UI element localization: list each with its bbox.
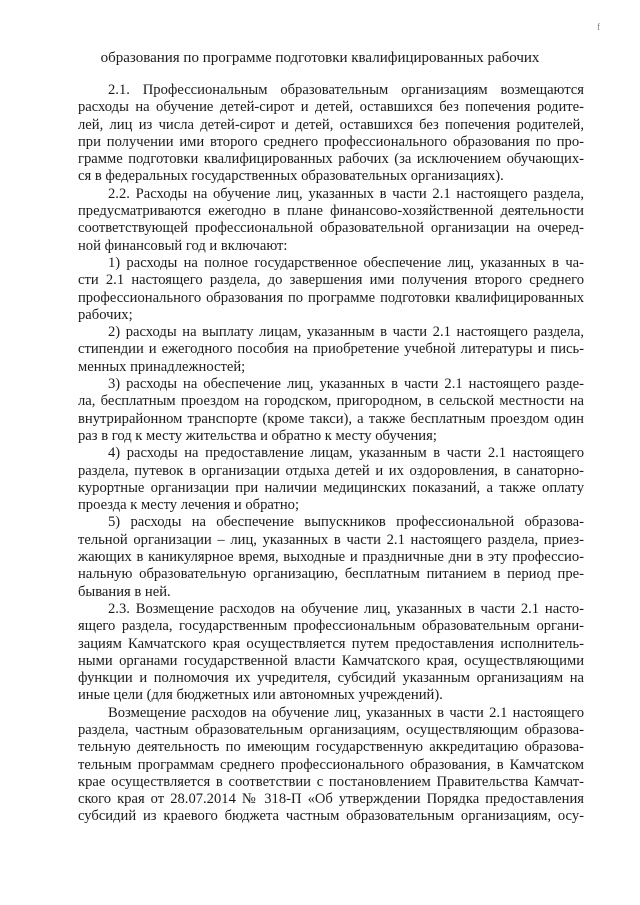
text-line: жающих в каникулярное время, выходные и праздничные дни в эту профессио- <box>78 549 584 566</box>
text-line: тельным программам среднего профессионального образования, в Камчатском <box>78 756 584 773</box>
text-line: тельной организации – лиц, указанных в части 2.1 настоящего раздела, приез- <box>78 531 584 548</box>
text-line: внутрирайонном транспорте (кроме такси), а также бесплатным проездом один <box>78 410 584 427</box>
text-line: крае осуществляется в соответствии с постановлением Правительства Камчат- <box>78 773 584 790</box>
text-line: раз в год к месту жительства и обратно к месту обучения; <box>78 427 437 444</box>
text-line: раздела, путевок в организации отдыха детей и их оздоровления, в санаторно- <box>78 462 584 479</box>
text-line: ящего раздела, государственным профессиональным образовательным органи- <box>78 618 584 635</box>
text-line: тельную деятельность по имеющим государственную аккредитацию образова- <box>78 739 584 756</box>
text-line: расходы на обучение детей-сирот и детей, оставшихся без попечения родите- <box>78 99 584 116</box>
text-line: менных принадлежностей; <box>78 358 246 375</box>
text-line: бывания в ней. <box>78 583 171 600</box>
text-line: 5) расходы на обеспечение выпускников профессиональной образова- <box>108 514 584 531</box>
corner-mark: f <box>597 22 600 32</box>
document-body <box>78 82 584 826</box>
text-line: 1) расходы на полное государственное обеспечение лиц, указанных в ча- <box>108 254 584 271</box>
text-line: при получении ими второго среднего профессионального образования по про- <box>78 133 584 150</box>
text-line: соответствующей профессиональной образовательной организации на очеред- <box>78 220 584 237</box>
text-line: профессионального образования по программе подготовки квалифицированных <box>78 289 584 306</box>
text-line: ского края от 28.07.2014 № 318-П «Об утверждении Порядка предоставления <box>78 791 584 808</box>
text-line: Возмещение расходов на обучение лиц, указанных в части 2.1 настоящего <box>108 704 584 721</box>
text-line: стипендии и ежегодного пособия на приобретение учебной литературы и пись- <box>78 341 584 358</box>
text-line: ся в федеральных государственных образовательных организациях). <box>78 168 504 185</box>
text-line: 2.3. Возмещение расходов на обучение лиц, указанных в части 2.1 насто- <box>108 600 584 617</box>
text-line: 2) расходы на выплату лицам, указанным в части 2.1 настоящего раздела, <box>108 324 584 341</box>
text-line: 2.1. Профессиональным образовательным организациям возмещаются <box>108 82 584 98</box>
text-line: нальную образовательную организацию, бесплатным питанием в период пре- <box>78 566 584 583</box>
text-line: сти 2.1 настоящего раздела, до завершения ими получения второго среднего <box>78 272 584 289</box>
text-line: грамме подготовки квалифицированных рабочих (за исключением обучающих- <box>78 151 584 168</box>
text-line: зациям Камчатского края осуществляется путем предоставления исполнитель- <box>78 635 584 652</box>
text-line: курортные организации при наличии медицинских показаний, а также оплату <box>78 479 584 496</box>
text-line: 2.2. Расходы на обучение лиц, указанных в части 2.1 настоящего раздела, <box>108 185 584 202</box>
text-line: проезда к месту лечения и обратно; <box>78 497 300 514</box>
text-line: иные цели (для бюджетных или автономных учреждений). <box>78 687 443 704</box>
text-line: 4) расходы на предоставление лицам, указанным в части 2.1 настоящего <box>108 445 584 462</box>
text-line: ла, бесплатным проездом на городском, пригородном, в сельской местности на <box>78 393 584 410</box>
continuation-line: образования по программе подготовки квалифицированных рабочих <box>100 50 540 66</box>
text-line: 3) расходы на обеспечение лиц, указанных в части 2.1 настоящего разде- <box>108 376 584 393</box>
text-line: рабочих; <box>78 306 133 323</box>
text-line: предусматриваются ежегодно в плане финансово-хозяйственной деятельности <box>78 203 584 220</box>
text-line: ной финансовый год и включают: <box>78 237 288 254</box>
text-line: раздела, частным образовательным организациям, осуществляющим образова- <box>78 721 584 738</box>
text-line: лей, лиц из числа детей-сирот и детей, оставшихся без попечения родителей, <box>78 116 584 133</box>
text-line: функции и полномочия их учредителя, субсидий указанным организациям на <box>78 670 584 687</box>
text-line: субсидий из краевого бюджета частным образовательным организациям, осу- <box>78 808 584 825</box>
text-line: ными органами государственной власти Камчатского края, осуществляющими <box>78 652 584 669</box>
